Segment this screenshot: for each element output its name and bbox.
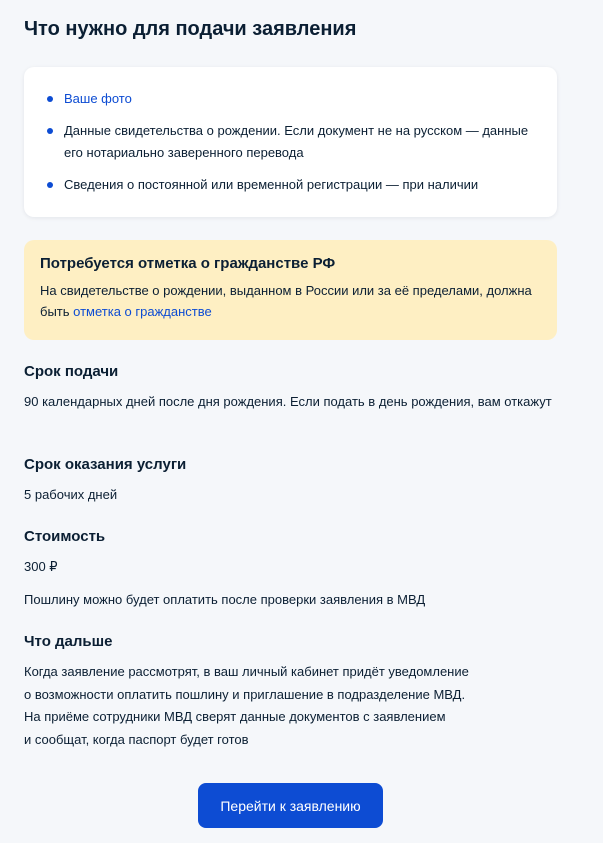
notice-title: Потребуется отметка о гражданстве РФ [40, 255, 336, 272]
bullet-icon [47, 128, 53, 134]
term-title: Срок подачи [24, 363, 119, 380]
service-term-text: 5 рабочих дней [24, 487, 118, 502]
next-text-line: На приёме сотрудники МВД сверят данные документов с заявлением [24, 709, 446, 724]
document-item-label: Ваше фото [64, 91, 132, 106]
citizenship-notice [24, 240, 557, 340]
bullet-icon [47, 182, 53, 188]
next-text-line: и сообщат, когда паспорт будет готов [24, 731, 249, 747]
term-text: 90 календарных дней после дня рождения. Если подать в день рождения, вам откажут [24, 394, 552, 409]
next-text-line: Когда заявление рассмотрят, в ваш личный кабинет придёт уведомление [24, 664, 469, 679]
document-item-photo[interactable] [46, 88, 536, 110]
documents-list [46, 88, 536, 196]
document-item-label: Данные свидетельства о рождении. Если документ не на русском — данные его нотариально заверенного перевода [64, 123, 529, 160]
document-item-label: Сведения о постоянной или временной регистрации — при наличии [64, 177, 479, 192]
go-to-application-button[interactable]: Перейти к заявлению [198, 783, 383, 828]
notice-text [40, 280, 540, 322]
cost-amount: 300 ₽ [24, 559, 58, 574]
bullet-icon [47, 96, 53, 102]
notice-text-body: На свидетельстве о рождении, выданном в России или за её пределами, должна быть [40, 283, 532, 319]
documents-card [24, 67, 557, 217]
document-item-registration [46, 174, 536, 196]
cost-note: Пошлину можно будет оплатить после проверки заявления в МВД [24, 592, 426, 607]
next-text-line: о возможности оплатить пошлину и приглашение в подразделение МВД. [24, 686, 466, 702]
cost-title: Стоимость [24, 528, 106, 545]
next-title: Что дальше [24, 633, 113, 650]
page-title: Что нужно для подачи заявления [24, 18, 357, 40]
next-text [24, 661, 554, 751]
service-term-title: Срок оказания услуги [24, 456, 187, 473]
document-item-birth-certificate [46, 120, 536, 164]
citizenship-mark-link[interactable]: отметка о гражданстве [73, 304, 212, 319]
